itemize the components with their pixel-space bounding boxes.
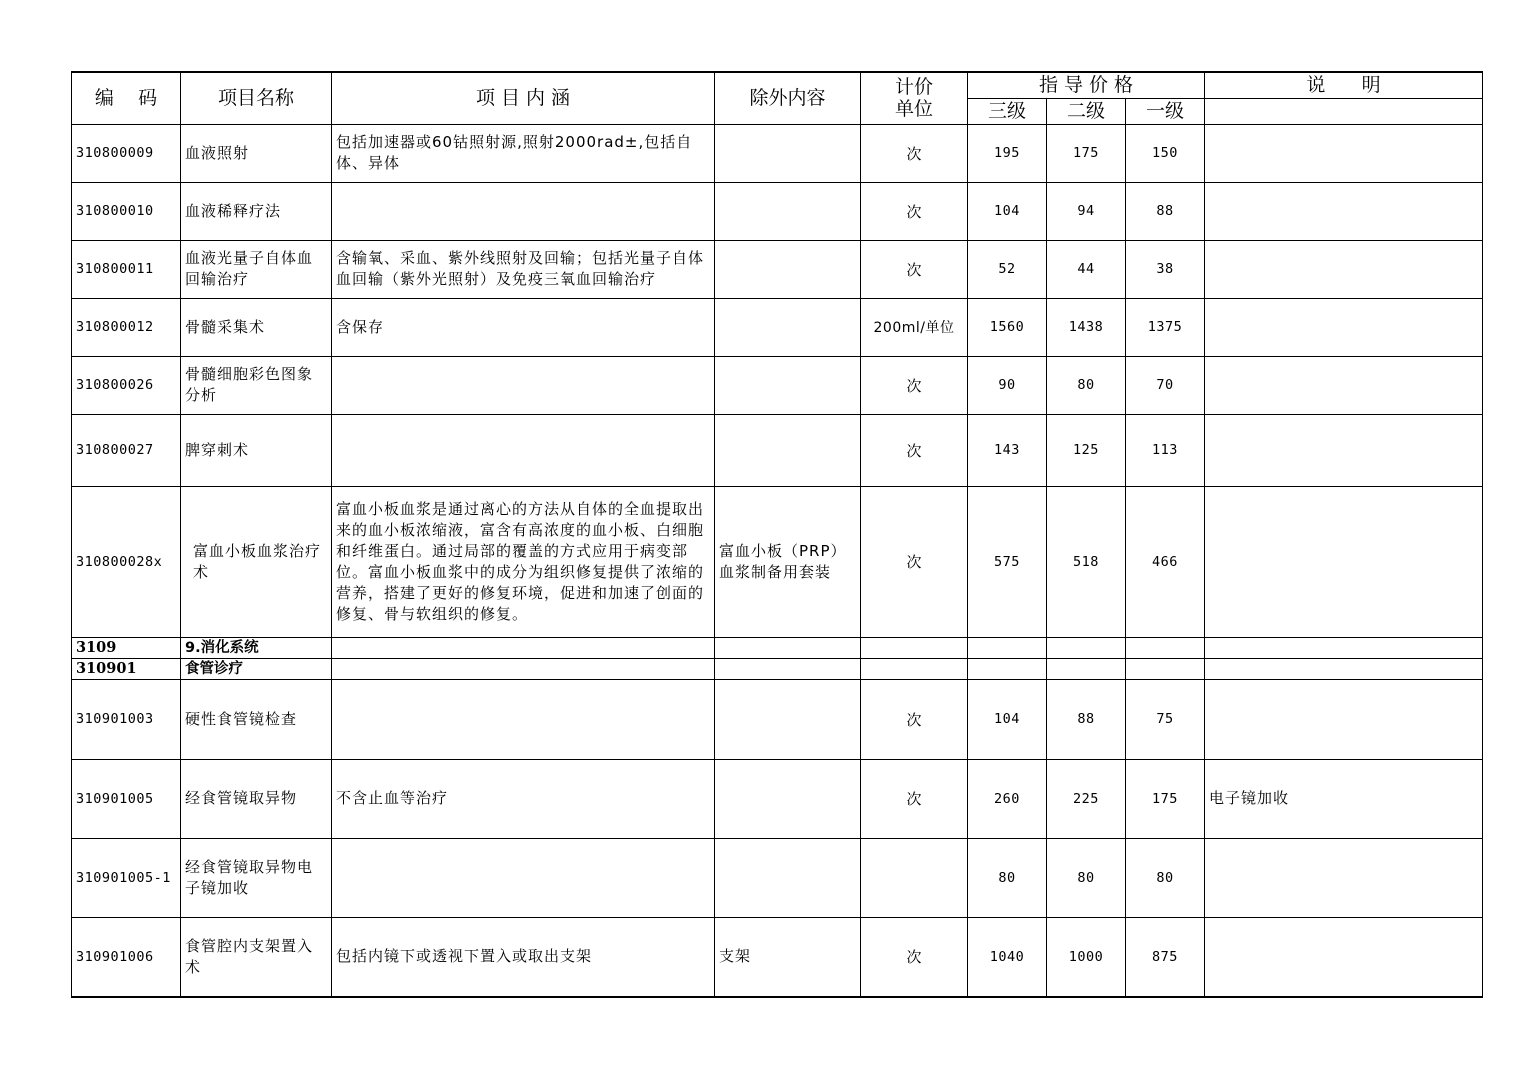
row-unit: 次 (861, 679, 968, 759)
row-price-level1: 875 (1126, 917, 1205, 997)
row-excluded (715, 838, 861, 917)
row-unit: 次 (861, 917, 968, 997)
row-price-level3: 52 (968, 240, 1047, 298)
header-code: 编 码 (72, 72, 181, 124)
table-row (72, 356, 1483, 414)
row-code: 310800026 (72, 356, 181, 414)
row-unit: 次 (861, 356, 968, 414)
row-excluded (715, 182, 861, 240)
section-code: 310901 (72, 658, 181, 679)
row-code: 310800010 (72, 182, 181, 240)
row-code: 310901003 (72, 679, 181, 759)
row-price-level2: 1438 (1047, 298, 1126, 356)
row-note (1205, 917, 1483, 997)
row-note (1205, 414, 1483, 486)
table-row (72, 240, 1483, 298)
row-price-level3: 104 (968, 679, 1047, 759)
row-price-level3: 260 (968, 759, 1047, 838)
row-excluded (715, 759, 861, 838)
row-excluded (715, 356, 861, 414)
row-unit: 次 (861, 486, 968, 637)
price-table (71, 71, 1483, 998)
row-price-level1: 113 (1126, 414, 1205, 486)
row-excluded (715, 124, 861, 182)
row-name: 经食管镜取异物电子镜加收 (181, 838, 332, 917)
row-price-level3: 143 (968, 414, 1047, 486)
row-name: 血液照射 (181, 124, 332, 182)
row-price-level3: 104 (968, 182, 1047, 240)
row-price-level3: 80 (968, 838, 1047, 917)
row-content (332, 240, 715, 298)
row-unit (861, 838, 968, 917)
row-excluded (715, 298, 861, 356)
row-note: 电子镜加收 (1205, 759, 1483, 838)
row-unit: 200ml/单位 (861, 298, 968, 356)
row-note (1205, 124, 1483, 182)
row-price-level2: 225 (1047, 759, 1126, 838)
row-price-level2: 44 (1047, 240, 1126, 298)
row-price-level3: 575 (968, 486, 1047, 637)
row-unit: 次 (861, 240, 968, 298)
row-price-level3: 90 (968, 356, 1047, 414)
row-content (332, 182, 715, 240)
row-note (1205, 240, 1483, 298)
row-price-level3: 1560 (968, 298, 1047, 356)
row-note (1205, 486, 1483, 637)
header-level1: 一级 (1126, 98, 1205, 124)
table-row (72, 917, 1483, 997)
row-price-level1: 75 (1126, 679, 1205, 759)
row-content (332, 356, 715, 414)
table-row (72, 486, 1483, 637)
row-price-level1: 466 (1126, 486, 1205, 637)
table-row (72, 182, 1483, 240)
row-code: 310800009 (72, 124, 181, 182)
row-name: 硬性食管镜检查 (181, 679, 332, 759)
row-name: 骨髓采集术 (181, 298, 332, 356)
table-row (72, 414, 1483, 486)
row-name: 经食管镜取异物 (181, 759, 332, 838)
row-code: 310800012 (72, 298, 181, 356)
header-unit (861, 72, 968, 124)
header-excluded: 除外内容 (715, 72, 861, 124)
section-row (72, 637, 1483, 658)
row-name: 脾穿刺术 (181, 414, 332, 486)
header-unit-line2: 单位 (894, 98, 933, 121)
row-note (1205, 679, 1483, 759)
table-row (72, 759, 1483, 838)
header-note: 说 明 (1205, 72, 1483, 98)
row-name: 食管腔内支架置入术 (181, 917, 332, 997)
row-excluded (715, 240, 861, 298)
row-content (332, 414, 715, 486)
row-unit: 次 (861, 414, 968, 486)
row-price-level2: 175 (1047, 124, 1126, 182)
table-row (72, 124, 1483, 182)
row-unit: 次 (861, 759, 968, 838)
table-row (72, 838, 1483, 917)
row-code: 310800027 (72, 414, 181, 486)
header-level2: 二级 (1047, 98, 1126, 124)
row-content (332, 838, 715, 917)
row-note (1205, 356, 1483, 414)
row-excluded (715, 414, 861, 486)
row-price-level2: 1000 (1047, 917, 1126, 997)
section-row (72, 658, 1483, 679)
header-level3: 三级 (968, 98, 1047, 124)
row-name: 富血小板血浆治疗术 (181, 486, 332, 637)
header-content: 项 目 内 涵 (332, 72, 715, 124)
header-unit-line1: 计价 (894, 76, 933, 99)
row-content-text: 含输氧、采血、紫外线照射及回输；包括光量子自体血回输（紫外光照射）及免疫三氧血回输治疗 (336, 249, 705, 288)
row-price-level1: 38 (1126, 240, 1205, 298)
row-content: 包括加速器或60钴照射源,照射2000rad±,包括自体、异体 (332, 124, 715, 182)
row-price-level2: 94 (1047, 182, 1126, 240)
row-price-level3: 195 (968, 124, 1047, 182)
header-note-blank (1205, 98, 1483, 124)
row-price-level3: 1040 (968, 917, 1047, 997)
row-price-level2: 125 (1047, 414, 1126, 486)
table-row (72, 298, 1483, 356)
row-content: 包括内镜下或透视下置入或取出支架 (332, 917, 715, 997)
section-name: 食管诊疗 (181, 658, 332, 679)
row-content: 不含止血等治疗 (332, 759, 715, 838)
row-code: 310901005 (72, 759, 181, 838)
row-price-level1: 150 (1126, 124, 1205, 182)
header-price-group: 指 导 价 格 (968, 72, 1205, 98)
section-name: 9.消化系统 (181, 637, 332, 658)
row-price-level2: 80 (1047, 838, 1126, 917)
table-row (72, 679, 1483, 759)
row-price-level2: 88 (1047, 679, 1126, 759)
row-price-level2: 80 (1047, 356, 1126, 414)
row-unit: 次 (861, 124, 968, 182)
section-code: 3109 (72, 637, 181, 658)
row-excluded: 富血小板（PRP）血浆制备用套装 (715, 486, 861, 637)
row-content (332, 679, 715, 759)
row-content: 含保存 (332, 298, 715, 356)
row-name: 血液稀释疗法 (181, 182, 332, 240)
row-note (1205, 838, 1483, 917)
row-unit: 次 (861, 182, 968, 240)
row-note (1205, 182, 1483, 240)
row-name: 骨髓细胞彩色图象分析 (181, 356, 332, 414)
header-name: 项目名称 (181, 72, 332, 124)
row-price-level2: 518 (1047, 486, 1126, 637)
row-content: 富血小板血浆是通过离心的方法从自体的全血提取出来的血小板浓缩液，富含有高浓度的血小板、白细胞和纤维蛋白。通过局部的覆盖的方式应用于病变部位。富血小板血浆中的成分为组织修复提供了浓缩的营养，搭建了更好的修复环境，促进和加速了创面的修复、骨与软组织的修复。 (332, 486, 715, 637)
row-price-level1: 175 (1126, 759, 1205, 838)
row-note (1205, 298, 1483, 356)
row-price-level1: 70 (1126, 356, 1205, 414)
row-code: 310901005-1 (72, 838, 181, 917)
row-code: 310800028x (72, 486, 181, 637)
row-excluded: 支架 (715, 917, 861, 997)
row-code: 310901006 (72, 917, 181, 997)
row-name: 血液光量子自体血回输治疗 (181, 240, 332, 298)
row-price-level1: 80 (1126, 838, 1205, 917)
row-excluded (715, 679, 861, 759)
row-price-level1: 1375 (1126, 298, 1205, 356)
row-code: 310800011 (72, 240, 181, 298)
row-price-level1: 88 (1126, 182, 1205, 240)
